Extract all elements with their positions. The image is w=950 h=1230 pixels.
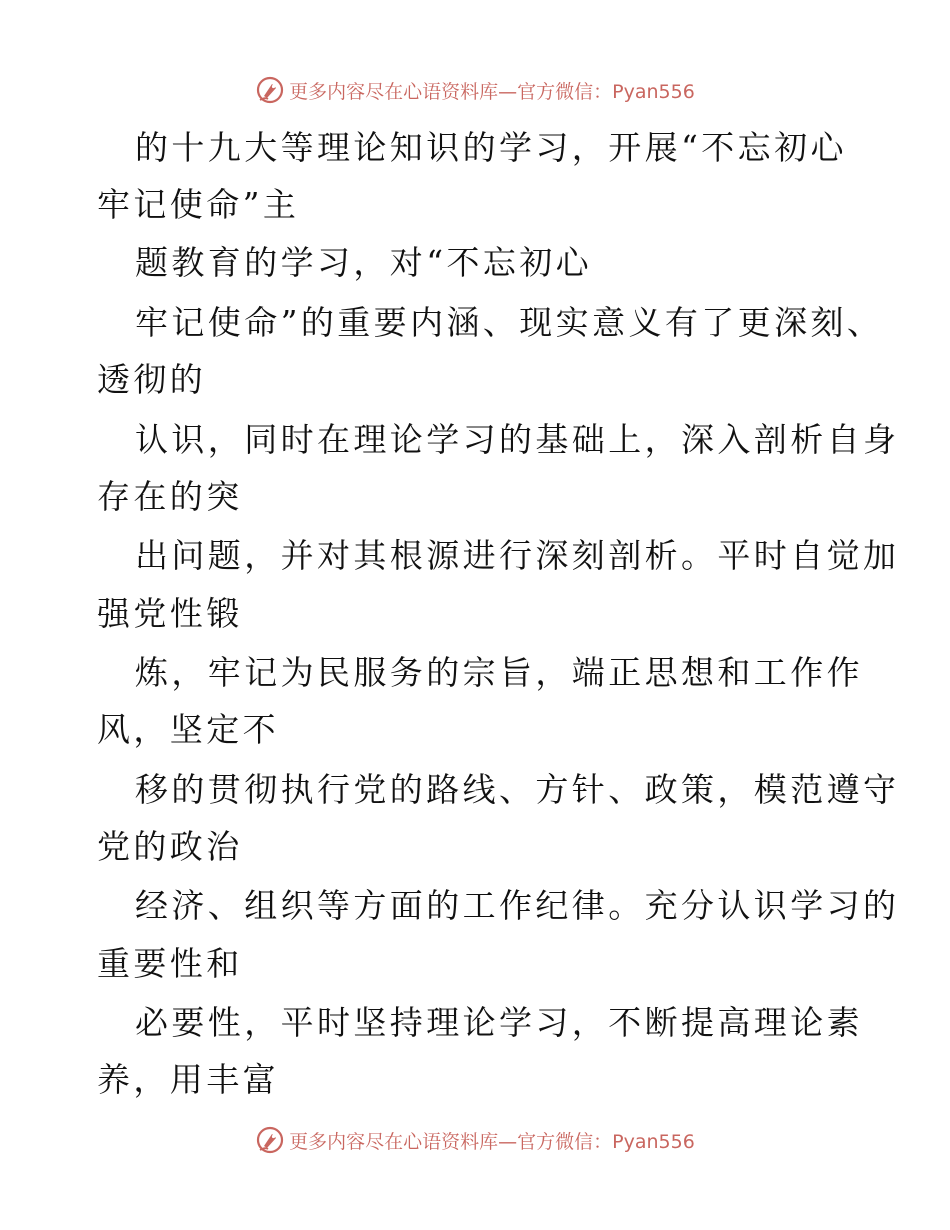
body-line: 必要性，平时坚持理论学习，不断提高理论素 — [135, 1003, 863, 1042]
body-line: 出问题，并对其根源进行深刻剖析。平时自觉加 — [135, 536, 900, 575]
pen-nib-logo-icon — [255, 75, 285, 105]
body-line: 牢记使命”的重要内涵、现实意义有了更深刻、 — [135, 303, 884, 342]
body-line: 炼，牢记为民服务的宗旨，端正思想和工作作 — [135, 653, 863, 692]
body-line: 养，用丰富 — [97, 1060, 279, 1099]
header-banner — [0, 73, 950, 107]
footer-banner — [0, 1123, 950, 1157]
body-line: 认识，同时在理论学习的基础上，深入剖析自身 — [135, 420, 900, 459]
body-line: 牢记使命”主 — [97, 185, 300, 224]
body-line: 的十九大等理论知识的学习，开展“不忘初心 — [135, 128, 847, 167]
body-line: 强党性锻 — [97, 594, 243, 633]
footer-banner-text: 更多内容尽在心语资料库—官方微信：Pyan556 — [289, 1130, 695, 1153]
body-line: 存在的突 — [97, 477, 243, 516]
body-line: 经济、组织等方面的工作纪律。充分认识学习的 — [135, 886, 900, 925]
pen-nib-logo-icon — [255, 1125, 285, 1155]
body-line: 风，坚定不 — [97, 710, 279, 749]
body-line: 题教育的学习，对“不忘初心 — [135, 243, 593, 282]
body-line: 党的政治 — [97, 827, 243, 866]
body-line: 重要性和 — [97, 944, 243, 983]
body-line: 透彻的 — [97, 360, 207, 399]
header-banner-text: 更多内容尽在心语资料库—官方微信：Pyan556 — [289, 80, 695, 103]
body-line: 移的贯彻执行党的路线、方针、政策，模范遵守 — [135, 770, 900, 809]
